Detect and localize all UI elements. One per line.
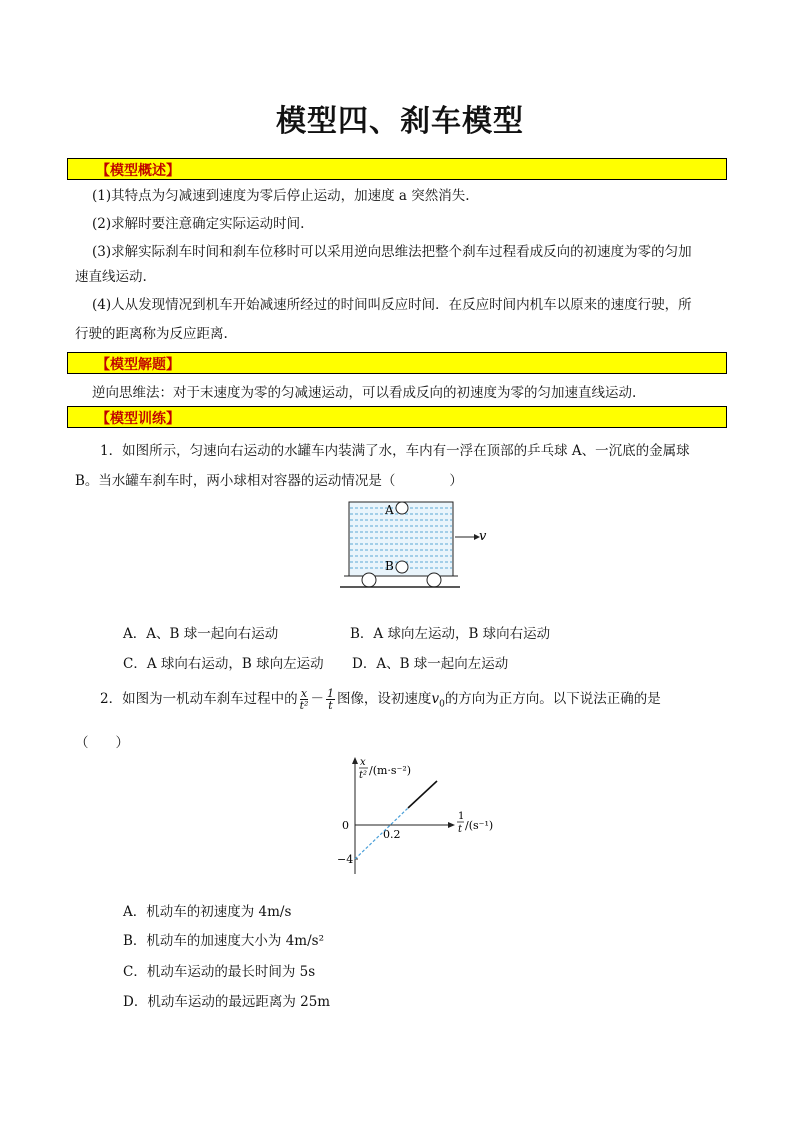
overview-item-4: (4)人从发现情况到机车开始减速所经过的时间叫反应时间．在反应时间内机车以原来的速度行驶，所 — [92, 297, 692, 313]
frac1-den: t² — [299, 699, 309, 712]
q1-option-c[interactable]: C．A 球向右运动，B 球向左运动 — [123, 656, 324, 672]
y-axis-arrow — [352, 757, 358, 764]
solid-line — [408, 781, 437, 808]
ball-b — [396, 561, 408, 573]
wheel-left — [362, 573, 376, 587]
y-tick-label: −4 — [337, 853, 354, 866]
overview-item-2: (2)求解时要注意确定实际运动时间. — [92, 216, 305, 232]
section-overview-label: 【模型概述】 — [96, 163, 180, 179]
x-label-den: t — [458, 824, 463, 835]
label-b: B — [385, 559, 394, 573]
q2-paren: （ ） — [75, 735, 129, 751]
x-axis-arrow — [448, 822, 455, 828]
ball-a — [396, 502, 408, 514]
q2-line-1 — [100, 686, 750, 718]
section-overview-heading — [67, 158, 727, 180]
q2-v0: v — [431, 691, 440, 707]
q2-option-b[interactable]: B．机动车的加速度大小为 4m/s² — [123, 933, 324, 949]
origin-label: 0 — [342, 819, 349, 832]
x-label-num: 1 — [458, 811, 465, 822]
overview-item-1: (1)其特点为匀减速到速度为零后停止运动，加速度 a 突然消失. — [92, 188, 470, 204]
q1-option-d[interactable]: D．A、B 球一起向左运动 — [352, 656, 509, 672]
q2-frac-1-t — [326, 688, 335, 711]
q2-option-a[interactable]: A．机动车的初速度为 4m/s — [123, 904, 292, 920]
q2-post: 的方向为正方向。以下说法正确的是 — [444, 691, 661, 707]
overview-item-4-cont: 行驶的距离称为反应距离. — [75, 326, 228, 342]
section-training-label: 【模型训练】 — [96, 411, 180, 427]
overview-item-3: (3)求解实际刹车时间和刹车位移时可以采用逆向思维法把整个刹车过程看成反向的初速度为零的匀加 — [92, 244, 692, 260]
y-label-num: x — [360, 757, 366, 768]
overview-item-3-cont: 速直线运动. — [75, 269, 147, 285]
q2-frac-x-t2 — [300, 688, 309, 711]
q2-graph — [330, 756, 510, 876]
q2-minus: － — [310, 691, 324, 707]
frac2-num: 1 — [326, 687, 334, 700]
q1-line-2: B。当水罐车刹车时，两小球相对容器的运动情况是（ ） — [75, 473, 463, 489]
x-label-unit: /(s⁻¹) — [465, 819, 494, 832]
y-label-den: t² — [359, 770, 368, 781]
q2-option-c[interactable]: C．机动车运动的最长时间为 5s — [123, 964, 316, 980]
label-v: v — [479, 529, 487, 544]
section-training-heading — [67, 406, 727, 428]
q2-pre: 2．如图为一机动车刹车过程中的 — [100, 691, 298, 707]
q1-line-1: 1．如图所示，匀速向右运动的水罐车内装满了水，车内有一浮在顶部的乒乓球 A、一沉底的金属球 — [100, 443, 690, 459]
q2-option-d[interactable]: D．机动车运动的最远距离为 25m — [123, 994, 331, 1010]
page-title: 模型四、刹车模型 — [276, 104, 524, 139]
q2-v0-sub: 0 — [439, 699, 445, 710]
q1-tank-figure — [340, 496, 500, 592]
section-solution-heading — [67, 352, 727, 374]
y-label-unit: /(m·s⁻²) — [369, 764, 412, 777]
wheel-right — [427, 573, 441, 587]
solution-text: 逆向思维法：对于末速度为零的匀减速运动，可以看成反向的初速度为零的匀加速直线运动. — [92, 385, 637, 401]
frac2-den: t — [328, 699, 333, 712]
x-tick-label: 0.2 — [383, 828, 401, 841]
label-a: A — [385, 503, 394, 517]
section-solution-label: 【模型解题】 — [96, 357, 180, 373]
q2-mid: 图像，设初速度 — [336, 691, 432, 707]
q1-option-a[interactable]: A．A、B 球一起向右运动 — [123, 626, 279, 642]
frac1-num: x — [300, 687, 308, 700]
q1-option-b[interactable]: B．A 球向左运动，B 球向右运动 — [350, 626, 551, 642]
